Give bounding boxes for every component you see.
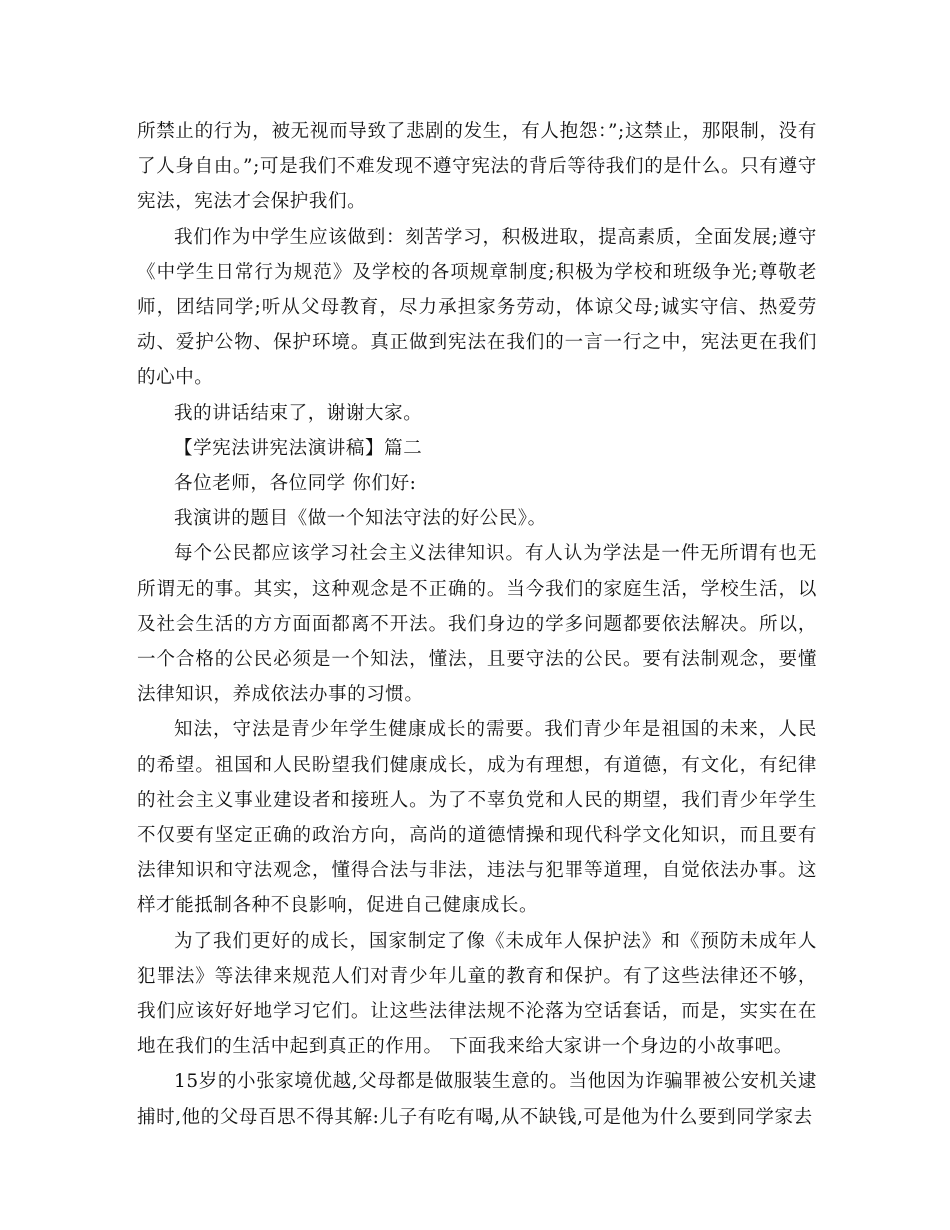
greeting-line: 各位老师，各位同学 你们好: bbox=[174, 473, 417, 495]
speech-title-line: 我演讲的题目《做一个知法守法的好公民》。 bbox=[174, 508, 547, 530]
paragraph: 所禁止的行为，被无视而导致了悲剧的发生，有人抱怨：”;这禁止，那限制，没有了人身自由。”;可是我们不难发现不遵守宪法的背后等待我们的是什么。只有遵守宪法，宪法才会保护我们。 bbox=[137, 121, 817, 213]
section-heading: 【学宪法讲宪法演讲稿】篇二 bbox=[174, 437, 423, 459]
paragraph: 为了我们更好的成长，国家制定了像《未成年人保护法》和《预防未成年人犯罪法》等法律来规范人们对青少年儿童的教育和保护。有了这些法律还不够，我们应该好好地学习它们。让这些法律法规不沦落为空话套话，而是，实实在在地在我们的生活中起到真正的作用。 下面我来给大家讲一个身边的小故事吧。 bbox=[137, 930, 817, 1058]
paragraph: 我的讲话结束了，谢谢大家。 bbox=[174, 402, 423, 424]
paragraph: 15岁的小张家境优越,父母都是做服装生意的。当他因为诈骗罪被公安机关逮捕时,他的父母百思不得其解:儿子有吃有喝,从不缺钱,可是他为什么要到同学家去 bbox=[137, 1071, 817, 1128]
document-body bbox=[137, 114, 817, 1135]
paragraph: 我们作为中学生应该做到：刻苦学习，积极进取，提高素质，全面发展;遵守《中学生日常行为规范》及学校的各项规章制度;积极为学校和班级争光;尊敬老师，团结同学;听从父母教育，尽力承担家务劳动，体谅父母;诚实守信、热爱劳动、爱护公物、保护环境。真正做到宪法在我们的一言一行之中，宪法更在我们的心中。 bbox=[137, 226, 817, 389]
paragraph: 知法，守法是青少年学生健康成长的需要。我们青少年是祖国的未来，人民的希望。祖国和人民盼望我们健康成长，成为有理想，有道德，有文化，有纪律的社会主义事业建设者和接班人。为了不辜负党和人民的期望，我们青少年学生不仅要有坚定正确的政治方向，高尚的道德情操和现代科学文化知识，而且要有法律知识和守法观念，懂得合法与非法，违法与犯罪等道理，自觉依法办事。这样才能抵制各种不良影响，促进自己健康成长。 bbox=[137, 719, 817, 917]
paragraph: 每个公民都应该学习社会主义法律知识。有人认为学法是一件无所谓有也无所谓无的事。其实，这种观念是不正确的。当今我们的家庭生活，学校生活，以及社会生活的方方面面都离不开法。我们身边的学多问题都要依法解决。所以，一个合格的公民必须是一个知法，懂法，且要守法的公民。要有法制观念，要懂法律知识，养成依法办事的习惯。 bbox=[137, 543, 817, 706]
